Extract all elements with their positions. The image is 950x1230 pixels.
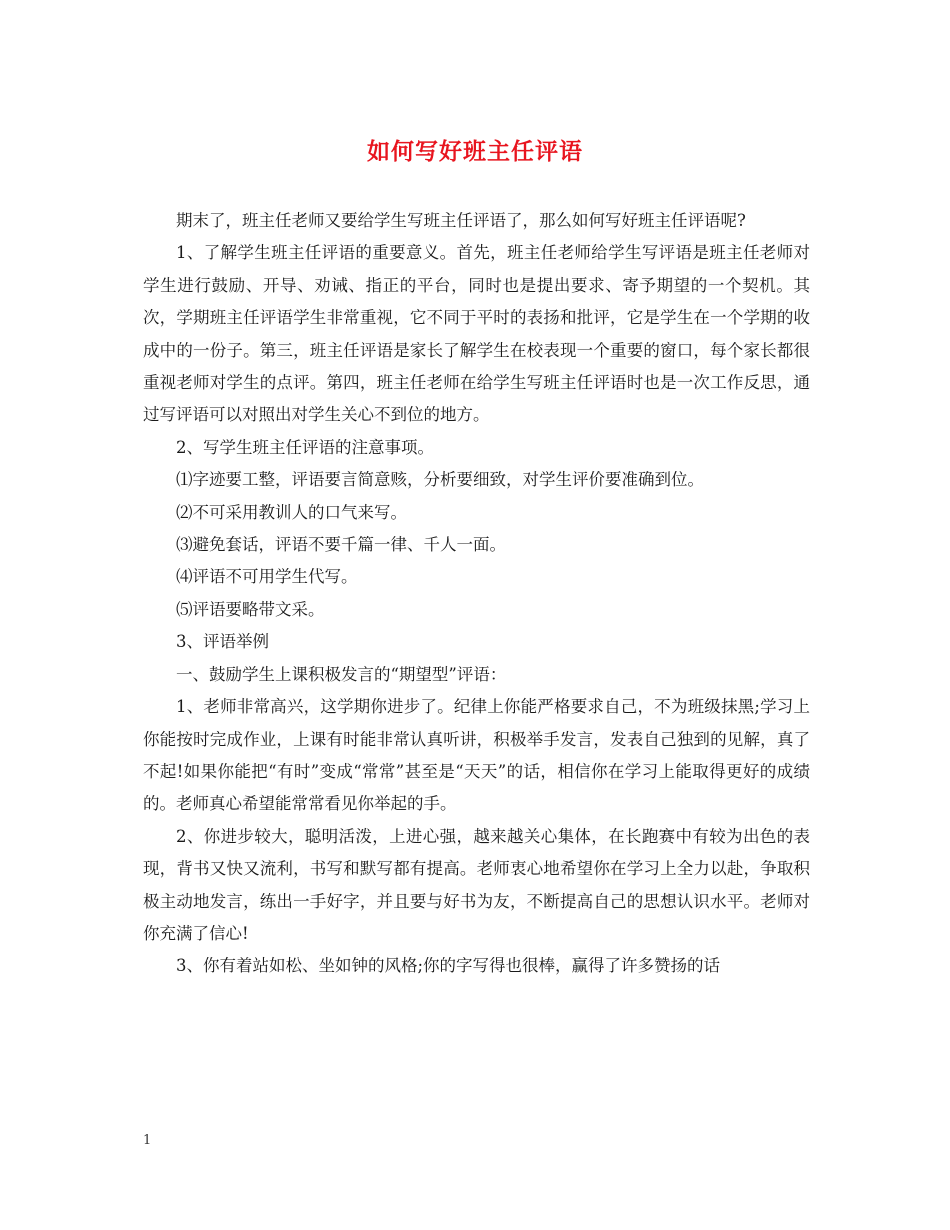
document-body [143,205,810,983]
paragraph-section-3-heading: 3、评语举例 [176,632,269,652]
paragraph-example-2: 2、你进步较大，聪明活泼，上进心强，越来越关心集体，在长跑赛中有较为出色的表现，背书又快又流利，书写和默写都有提高。老师衷心地希望你在学习上全力以赴，争取积极主动地发言，练出一手好字，并且要与好书为友，不断提高自己的思想认识水平。老师对你充满了信心! [143,826,810,943]
list-item-note-5: ⑸评语要略带文采。 [176,599,325,619]
paragraph-example-3: 3、你有着站如松、坐如钟的风格;你的字写得也很棒，赢得了许多赞扬的话 [176,956,721,976]
paragraph-example-category: 一、鼓励学生上课积极发言的“期望型”评语： [176,664,507,684]
paragraph-intro: 期末了，班主任老师又要给学生写班主任评语了，那么如何写好班主任评语呢? [176,211,746,230]
paragraph-section-1: 1、了解学生班主任评语的重要意义。首先，班主任老师给学生写评语是班主任老师对学生进行鼓励、开导、劝诫、指正的平台，同时也是提出要求、寄予期望的一个契机。其次，学期班主任评语学生非常重视，它不同于平时的表扬和批评，它是学生在一个学期的收成中的一份子。第三，班主任评语是家长了解学生在校表现一个重要的窗口，每个家长都很重视老师对学生的点评。第四，班主任老师在给学生写班主任评语时也是一次工作反思，通过写评语可以对照出对学生关心不到位的地方。 [143,243,810,425]
list-item-note-1: ⑴字迹要工整，评语要言简意赅，分析要细致，对学生评价要准确到位。 [176,470,704,490]
list-item-note-2: ⑵不可采用教训人的口气来写。 [176,502,407,522]
paragraph-example-1: 1、老师非常高兴，这学期你进步了。纪律上你能严格要求自己，不为班级抹黑;学习上你能按时完成作业，上课有时能非常认真听讲，积极举手发言，发表自己独到的见解，真了不起!如果你能把“有时”变成“常常”甚至是“天天”的话，相信你在学习上能取得更好的成绩的。老师真心希望能常常看见你举起的手。 [143,697,810,814]
page-number: 1 [143,1133,152,1148]
list-item-note-3: ⑶避免套话，评语不要千篇一律、千人一面。 [176,535,506,555]
list-item-note-4: ⑷评语不可用学生代写。 [176,567,358,587]
document-title: 如何写好班主任评语 [367,138,583,165]
paragraph-section-2-heading: 2、写学生班主任评语的注意事项。 [176,437,434,457]
